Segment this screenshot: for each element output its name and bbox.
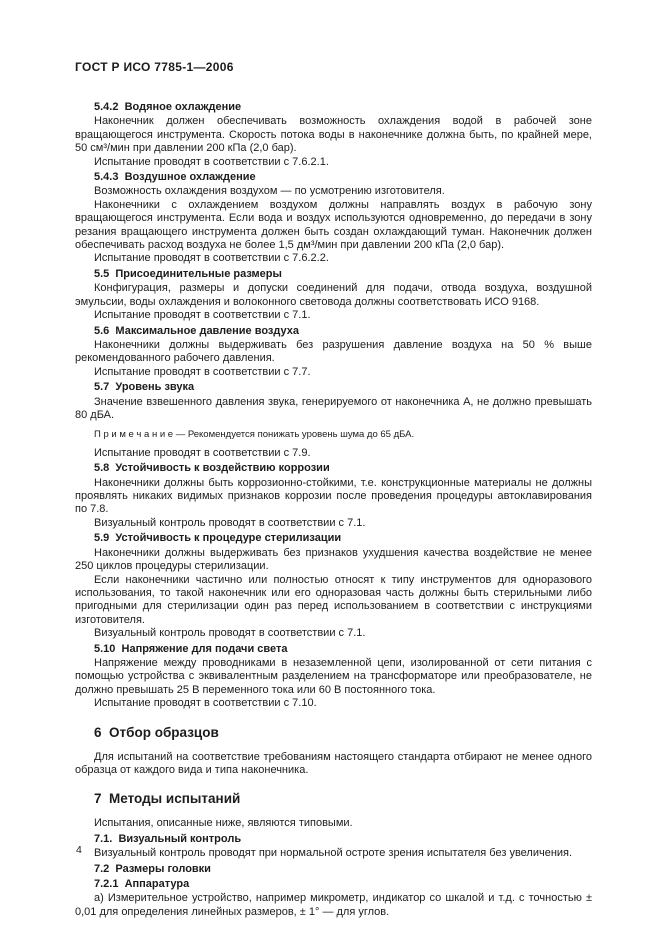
paragraph: Визуальный контроль проводят в соответствии с 7.1. [94, 516, 366, 529]
paragraph: Наконечники должны выдерживать без разрушения давление воздуха на 50 % выше рекомендованного рабочего давления. [75, 338, 592, 365]
paragraph: Значение взвешенного давления звука, генерируемого от наконечника А, не должно превышать 80 дБА. [75, 395, 592, 421]
clause-heading: 7.1. Визуальный контроль [94, 832, 242, 845]
paragraph: Для испытаний на соответствие требованиям настоящего стандарта отбирают не менее одного образца от каждого вида и типа наконечника. [75, 750, 592, 776]
paragraph: Наконечники должны выдерживать без признаков ухудшения качества воздействие не менее 250 циклов процедуры стерилизации. [75, 546, 592, 573]
paragraph: Испытание проводят в соответствии с 7.6.2.2. [94, 252, 329, 265]
paragraph: Конфигурация, размеры и допуски соединений для подачи, отвода воздуха, воздушной эмульсии, воды охлаждения и волоконного световода должны соответствовать ИСО 9168. [75, 282, 592, 308]
paragraph: Если наконечники частично или полностью относят к типу инструментов для одноразового использования, то такой наконечник или его одноразовая часть должны быть стерильными либо пригодными для стерилизации один раз перед использованием в соответствии с инструкциями изготовителя. [75, 573, 592, 626]
clause-heading: 5.4.2 Водяное охлаждение [94, 101, 242, 113]
paragraph: Испытания, описанные ниже, являются типовыми. [94, 817, 353, 830]
section-heading: 6 Отбор образцов [94, 724, 219, 740]
paragraph: Наконечник должен обеспечивать возможность охлаждения водой в рабочей зоне вращающегося инструмента. Скорость потока воды в наконечнике должна быть, по крайней мере, 50 см³/мин при давлении 200 кПа (2,0 бар). [75, 115, 592, 155]
page-number: 4 [76, 844, 82, 856]
clause-heading: 5.5 Присоединительные размеры [94, 267, 282, 280]
section-heading: 7 Методы испытаний [94, 791, 241, 807]
paragraph: Визуальный контроль проводят при нормальной остроте зрения испытателя без увеличения. [94, 847, 573, 860]
paragraph: Возможность охлаждения воздухом — по усмотрению изготовителя. [94, 185, 445, 198]
paragraph: Испытание проводят в соответствии с 7.7. [94, 365, 311, 378]
paragraph: Визуальный контроль проводят в соответствии с 7.1. [94, 627, 366, 640]
clause-heading: 5.8 Устойчивость к воздействию коррозии [94, 462, 330, 475]
document-header: ГОСТ Р ИСО 7785-1—2006 [75, 60, 234, 74]
note: П р и м е ч а н и е — Рекомендуется понижать уровень шума до 65 дБА. [94, 429, 415, 441]
paragraph: Напряжение между проводниками в незаземленной цепи, изолированной от сети питания с помощью устройства с эквивалентным разделением на трансформаторе или преобразователе, не должно превышать 25 В переменного тока или 60 В постоянного тока. [75, 656, 592, 696]
clause-heading: 5.6 Максимальное давление воздуха [94, 324, 299, 337]
paragraph: Испытание проводят в соответствии с 7.1. [94, 309, 311, 322]
paragraph: Испытание проводят в соответствии с 7.9. [94, 446, 311, 459]
clause-heading: 5.9 Устойчивость к процедуре стерилизации [94, 532, 342, 545]
paragraph: Испытание проводят в соответствии с 7.10. [94, 697, 317, 710]
document-content [75, 99, 592, 919]
clause-heading: 7.2.1 Аппаратура [94, 878, 190, 890]
clause-heading: 5.10 Напряжение для подачи света [94, 642, 288, 655]
paragraph: Наконечники должны быть коррозионно-стойкими, т.е. конструкционные материалы не должны проявлять никаких видимых признаков коррозии после проведения процедуры автоклавирования по 7.8. [75, 476, 592, 516]
paragraph: а) Измерительное устройство, например микрометр, индикатор со шкалой и т.д. с точностью ± 0,01 для определения линейных размеров, ± 1° — для углов. [75, 892, 592, 918]
clause-heading: 7.2 Размеры головки [94, 862, 211, 875]
paragraph: Испытание проводят в соответствии с 7.6.2.1. [94, 155, 329, 168]
paragraph: Наконечники с охлаждением воздухом должны направлять воздух в рабочую зону вращающегося инструмента. Если вода и воздух используются одновременно, до передачи в зону резания вращающего инструмента должен быть создан охлаждающий туман. Наконечник должен обеспечивать расход воздуха не более 1,5 дм³/мин при давлении 200 кПа (2,0 бар). [75, 198, 592, 252]
clause-heading: 5.4.3 Воздушное охлаждение [94, 171, 256, 184]
clause-heading: 5.7 Уровень звука [94, 381, 195, 394]
